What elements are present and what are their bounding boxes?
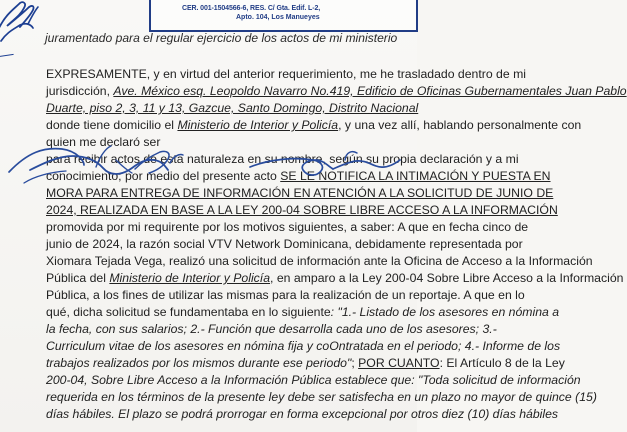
document-line (46, 406, 559, 423)
text-segment: quien me declaró ser (46, 135, 161, 149)
text-segment: 200-04, Sobre Libre Acceso a la Información Pública establece que: "Toda solicitud de información (46, 373, 581, 387)
text-segment: EXPRESAMENTE, y en virtud del anterior requerimiento, me he trasladado dentro de mi (46, 67, 527, 81)
text-segment: , en amparo a la Ley 200-04 Sobre Libre Acceso a la Información (270, 271, 624, 285)
text-segment: Pública del (46, 271, 110, 285)
text-segment: Ministerio de Interior y Policía (177, 118, 339, 132)
document-line (46, 389, 597, 406)
document-line (46, 270, 624, 287)
text-segment: SE LE NOTIFICA LA INTIMACIÓN Y PUESTA EN (280, 169, 551, 183)
text-segment: trabajos realizados por los mismos durante ese periodo" (46, 356, 352, 370)
handwritten-signature-mark (0, 0, 44, 54)
text-segment: qué, dicha solicitud se fundamentaba en lo siguiente (46, 305, 331, 319)
document-line (46, 168, 551, 185)
document-line (46, 372, 581, 389)
text-segment: Ave. México esq. Leopoldo Navarro No.419, Edificio de Oficinas Gubernamentales Juan Pablo (113, 84, 627, 98)
text-segment: Xiomara Tejada Vega, realizó una solicitud de información ante la Oficina de Acceso a la Información (46, 254, 593, 268)
text-segment: jurisdicción, (46, 84, 114, 98)
top-line-text: juramentado para el regular ejercicio de los actos de mi ministerio (45, 31, 398, 45)
text-segment: MORA PARA ENTREGA DE INFORMACIÓN EN ATENCIÓN A LA SOLICITUD DE JUNIO DE (46, 186, 554, 200)
document-line (46, 202, 558, 219)
text-segment: Pública, a los fines de utilizar las mismas para la realización de un reportaje. A que en lo (46, 288, 525, 302)
document-line (46, 287, 525, 304)
document-body (46, 66, 627, 423)
text-segment: requerida en los términos de la presente ley debe ser satisfecha en un plazo no mayor de quince (15) (46, 390, 597, 404)
document-line (46, 355, 565, 372)
document-line (46, 338, 561, 355)
document-line (46, 253, 593, 270)
text-segment: conocimiento; por medio del presente acto (46, 169, 281, 183)
stamp-line-1: CER. 001-1504566-6, RES. C/ Gta. Edif. L-2, (182, 5, 321, 12)
text-segment: Ministerio de Interior y Policía (109, 271, 271, 285)
text-segment: : El Artículo 8 de la Ley (439, 356, 565, 370)
document-line (46, 100, 417, 117)
document-line (46, 304, 560, 321)
text-segment: , y una vez allí, hablando personalmente con (338, 118, 582, 132)
text-segment: promovida por mi requirente por los motivos siguientes, a saber: A que en fecha cinco de (46, 220, 529, 234)
text-segment: días hábiles. El plazo se podrá prorrogar en forma excepcional por otros diez (10) días hábiles (46, 407, 559, 421)
document-line (46, 185, 554, 202)
document-line (46, 219, 529, 236)
document-line (46, 83, 627, 100)
text-segment: Duarte, piso 2, 3, 11 y 13, Gazcue, Santo Domingo, Distrito Nacional (46, 101, 419, 115)
document-line (46, 134, 417, 151)
document-line (46, 151, 519, 168)
text-segment: Curriculum vitae de los asesores en nómina fija y coOntratada en el periodo; 4.- Informe de los (46, 339, 561, 353)
text-segment: : "1.- Listado de los asesores en nómina a (330, 305, 560, 319)
text-segment: POR CUANTO (358, 356, 440, 370)
text-segment: para recibir actos de esta naturaleza en su nombre, según su propia declaración y a mi (46, 152, 519, 166)
stamp-line-2: Apto. 104, Los Manueyes (236, 14, 320, 21)
document-line (46, 66, 527, 83)
text-segment: donde tiene domicilio el (46, 118, 178, 132)
document-line (46, 236, 523, 253)
document-line (46, 321, 497, 338)
document-line (46, 117, 582, 134)
text-segment: junio de 2024, la razón social VTV Network Dominicana, debidamente representada por (46, 237, 523, 251)
text-segment: 2024, REALIZADA EN BASE A LA LEY 200-04 SOBRE LIBRE ACCESO A LA INFORMACIÓN (46, 203, 558, 217)
text-segment: ; (351, 356, 359, 370)
text-segment: la fecha, con sus salarios; 2.- Función que desarrolla cada uno de los asesores; 3.- (46, 322, 497, 336)
edge-ink-mark (0, 54, 14, 62)
